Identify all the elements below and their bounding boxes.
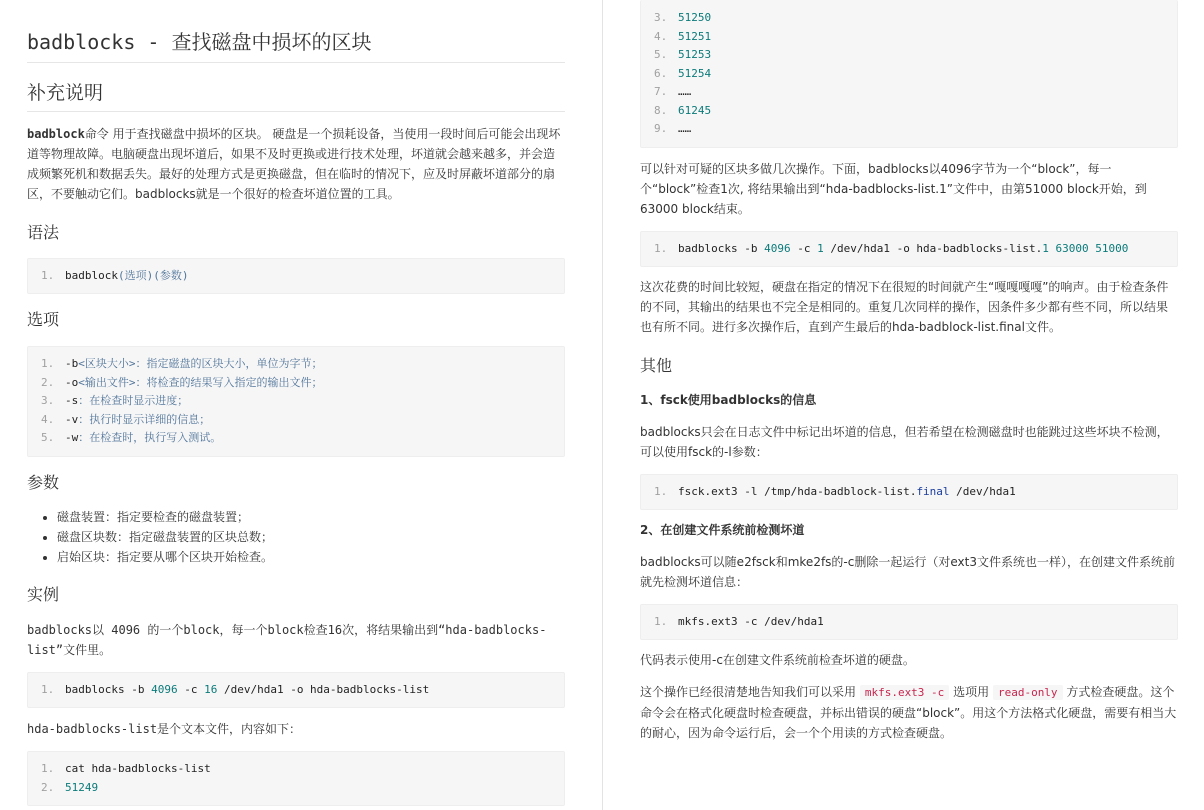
- intro-paragraph: [27, 124, 565, 204]
- example-heading: 实例: [27, 585, 60, 604]
- other-heading: 其他: [640, 356, 673, 375]
- code-line: 1. fsck.ext3 -l /tmp/hda-badblock-list.final /dev/hda1: [654, 485, 1016, 498]
- code-line: 9. ……: [654, 122, 692, 135]
- supplement-section: [27, 80, 565, 112]
- list-description: hda-badblocks-list是个文本文件，内容如下：: [27, 722, 302, 736]
- fsck-code-block: [640, 474, 1178, 510]
- intro-text: 命令 用于查找磁盘中损坏的区块。 硬盘是一个损耗设备，当使用一段时间后可能会出现坏道等物理故障。电脑硬盘出现坏道后，如果不及时更换或进行技术处理，坏道就会越来越多，并会造成频繁死机和数据丢失。最好的处理方式是更换磁盘，但在临时的情况下，应及时屏蔽坏道部分的扇区，不要触动它们。badblocks就是一个很好的检查坏道位置的工具。: [27, 127, 561, 201]
- code-line: 6. 51254: [654, 66, 712, 80]
- right-column: [640, 0, 1178, 810]
- option-line: 2. -o<输出文件>：将检查的结果写入指定的输出文件；: [41, 375, 323, 389]
- intro-command: badblock: [27, 127, 85, 141]
- list-code-block-continued: [640, 0, 1178, 148]
- paragraph-5: 代码表示使用-c在创建文件系统前检查坏道的硬盘。: [640, 653, 915, 667]
- params-list: [27, 507, 565, 567]
- subheading-2: 2、在创建文件系统前检测坏道: [640, 523, 805, 537]
- code-line: 4. 51251: [654, 29, 712, 43]
- mkfs-code-block: [640, 604, 1178, 640]
- example-code-block: [27, 672, 565, 708]
- paragraph-3: badblocks只会在日志文件中标记出坏道的信息，但若希望在检测磁盘时也能跳过这些坏块不检测，可以使用fsck的-l参数：: [640, 425, 1169, 459]
- syntax-code-block: [27, 258, 565, 294]
- code-line: 1. badblock(选项)(参数): [41, 269, 189, 282]
- inline-code-read-only: read-only: [993, 685, 1063, 700]
- title-block: [27, 28, 565, 63]
- options-code-block: [27, 346, 565, 457]
- code-line: 2. 51249: [41, 780, 99, 794]
- options-heading: 选项: [27, 310, 60, 329]
- example-paragraph: badblocks以 4096 的一个block，每一个block检查16次，将结果输出到“hda-badblocks-list”文件里。: [27, 623, 547, 657]
- badblocks-code-block: [640, 231, 1178, 267]
- option-line: 3. -s：在检查时显示进度；: [41, 394, 189, 407]
- code-line: 7. ……: [654, 85, 692, 98]
- option-line: 4. -v：执行时显示详细的信息；: [41, 412, 211, 426]
- supplement-heading: 补充说明: [27, 80, 565, 112]
- subheading-1: 1、fsck使用badblocks的信息: [640, 393, 817, 407]
- code-line: 1. cat hda-badblocks-list: [41, 762, 211, 775]
- syntax-heading: 语法: [27, 223, 60, 242]
- param-item: • 磁盘区块数：指定磁盘装置的区块总数；: [57, 527, 565, 547]
- option-line: 5. -w：在检查时，执行写入测试。: [41, 431, 222, 444]
- code-line: 1. badblocks -b 4096 -c 1 /dev/hda1 -o hda-badblocks-list.1 63000 51000: [654, 242, 1129, 255]
- other-section: [640, 355, 1178, 377]
- params-heading: 参数: [27, 473, 60, 492]
- code-line: 5. 51253: [654, 48, 712, 61]
- example-section: [27, 584, 565, 606]
- option-line: 1. -b<区块大小>：指定磁盘的区块大小，单位为字节；: [41, 357, 323, 370]
- paragraph-2: 这次花费的时间比较短，硬盘在指定的情况下在很短的时间就产生“嘎嘎嘎嘎”的响声。由于检查条件的不同，其输出的结果也不完全是相同的。重复几次同样的操作，因条件多少都有些不同，所以结果也有所不同。进行多次操作后，直到产生最后的hda-badblock-list.final文件。: [640, 280, 1169, 334]
- paragraph-4: badblocks可以随e2fsck和mke2fs的-c删除一起运行（对ext3文件系统也一样），在创建文件系统前就先检测坏道信息：: [640, 555, 1175, 589]
- list-code-block: [27, 751, 565, 806]
- code-line: 8. 61245: [654, 103, 712, 117]
- code-line: 1. mkfs.ext3 -c /dev/hda1: [654, 615, 824, 628]
- code-line: 3. 51250: [654, 11, 712, 24]
- column-divider: [602, 0, 603, 810]
- code-line: 1. badblocks -b 4096 -c 16 /dev/hda1 -o hda-badblocks-list: [41, 683, 430, 696]
- params-section: [27, 472, 565, 494]
- options-section: [27, 309, 565, 331]
- param-item: • 启始区块：指定要从哪个区块开始检查。: [57, 547, 565, 567]
- param-item: • 磁盘装置：指定要检查的磁盘装置；: [57, 507, 565, 527]
- paragraph-6: 这个操作已经很清楚地告知我们可以采用 mkfs.ext3 -c 选项用 read-only 方式检查硬盘。这个命令会在格式化硬盘时检查硬盘，并标出错误的硬盘“block”。用这个方法格式化硬盘，需要有相当大的耐心，因为命令运行后，会一个个用读的方式检查硬盘。: [640, 685, 1177, 740]
- left-column: [27, 0, 565, 810]
- page-title: badblocks - 查找磁盘中损坏的区块: [27, 28, 565, 63]
- paragraph-1: 可以针对可疑的区块多做几次操作。下面，badblocks以4096字节为一个“block”，每一个“block”检查1次, 将结果输出到“hda-badblocks-list.1”文件中，由第51000 block开始，到63000 block结束。: [640, 162, 1147, 216]
- inline-code-mkfs: mkfs.ext3 -c: [860, 685, 949, 700]
- syntax-section: [27, 222, 565, 244]
